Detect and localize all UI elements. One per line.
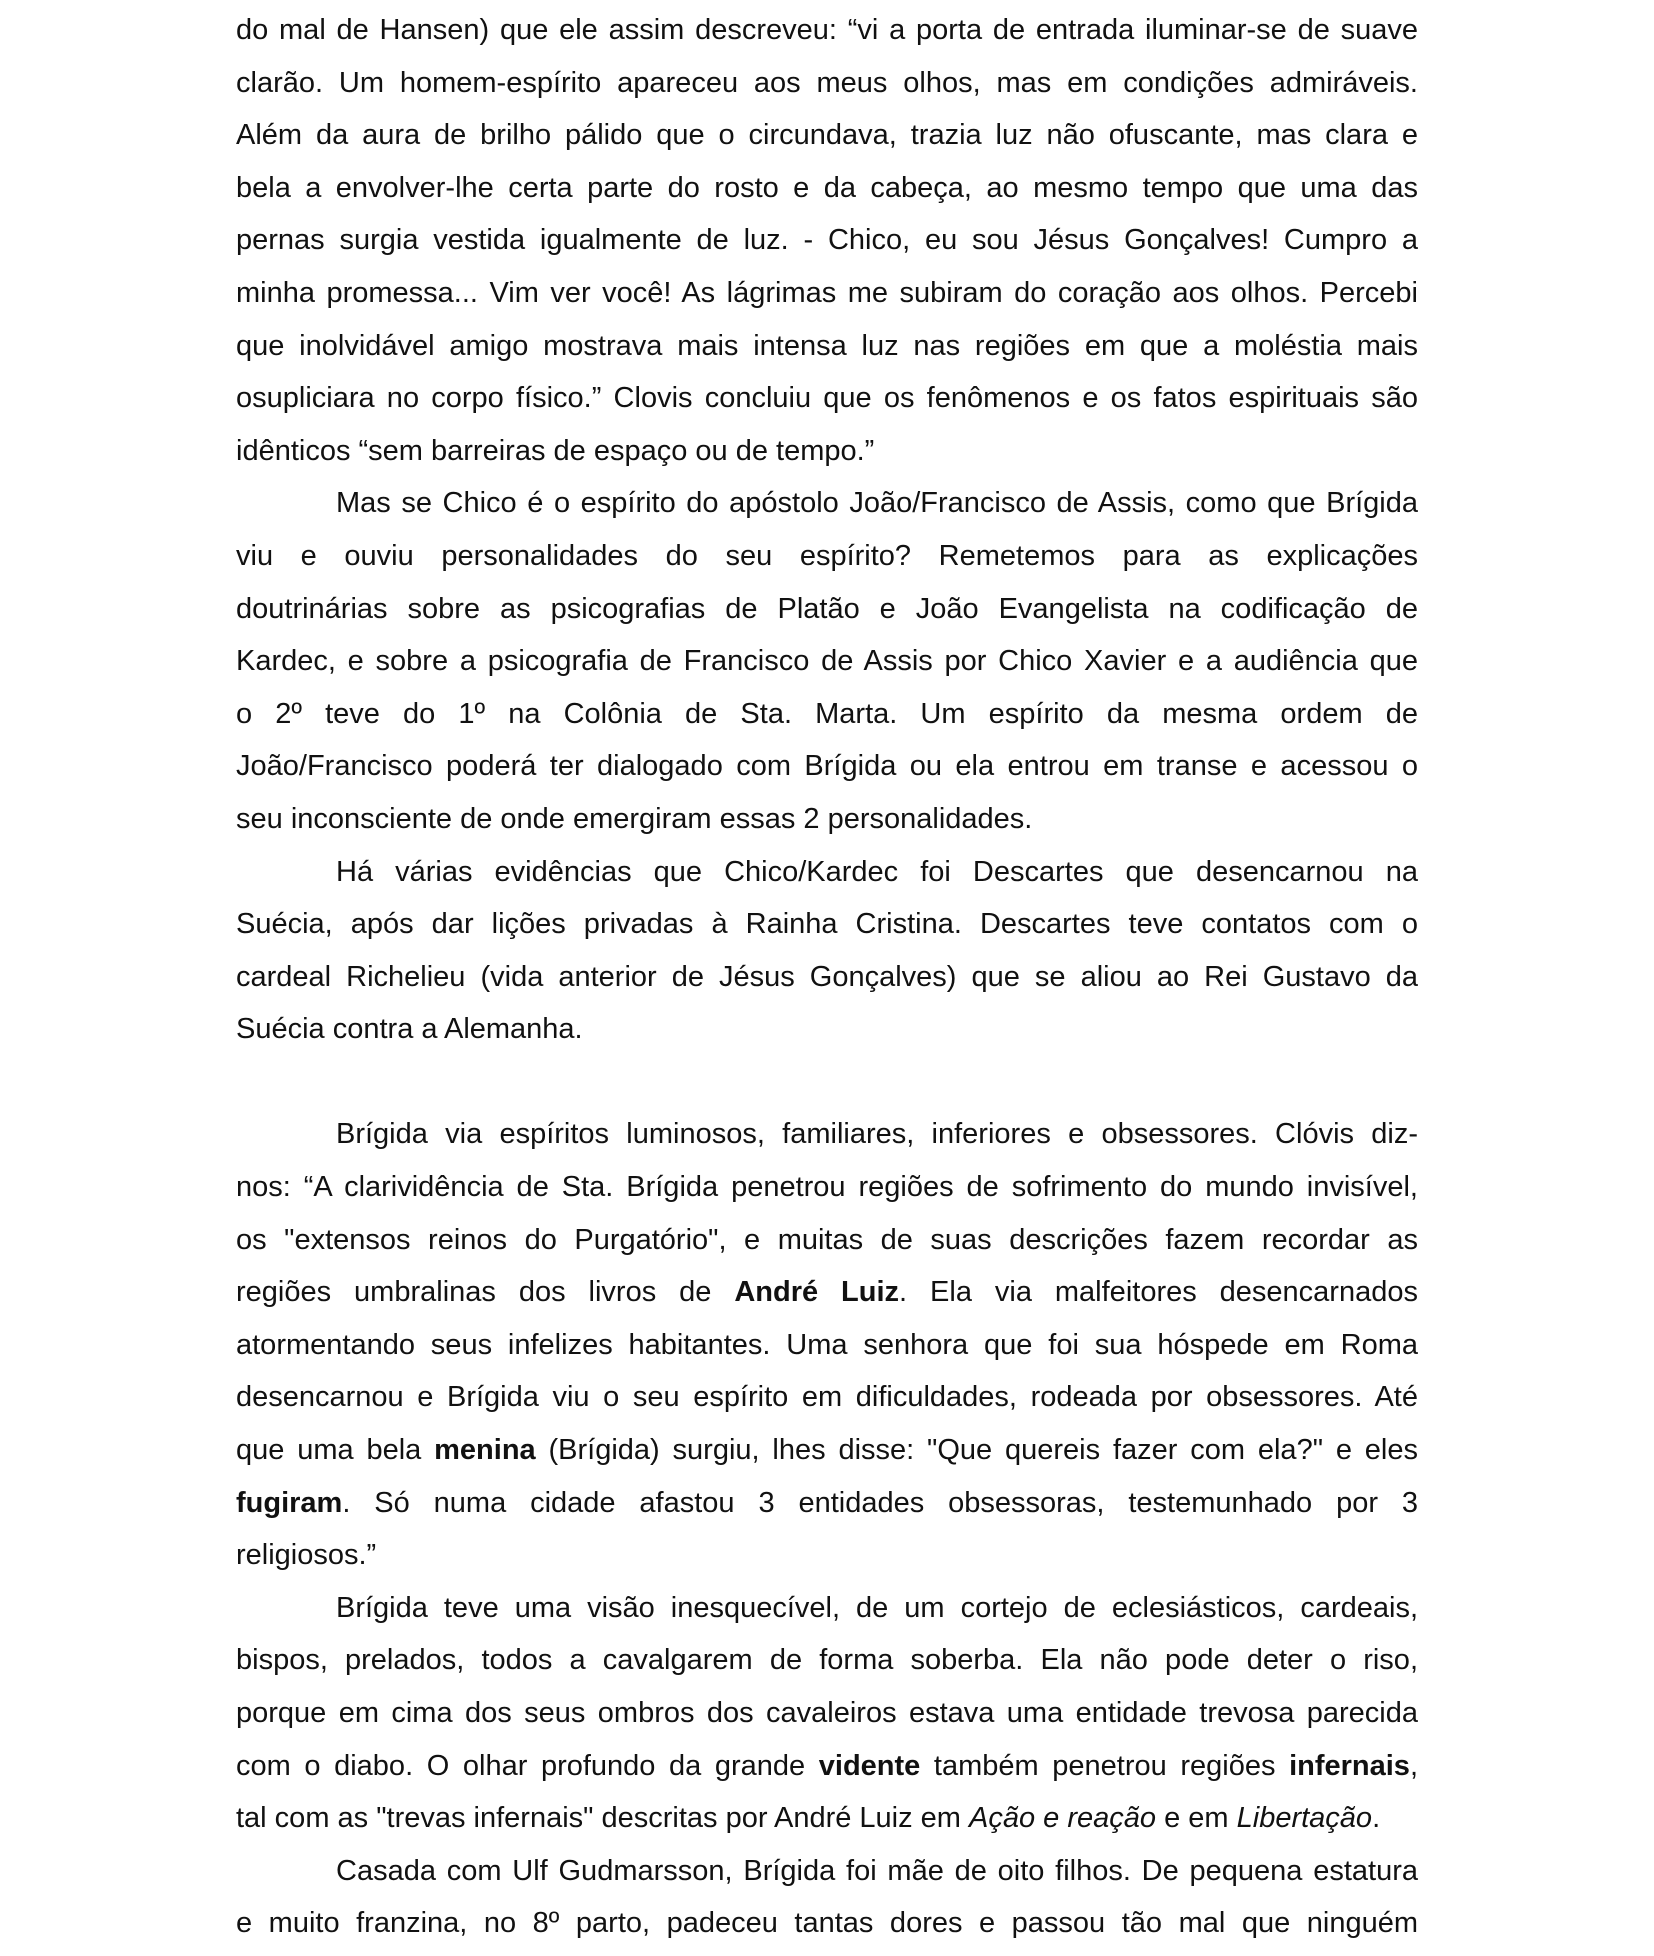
text-line	[236, 1582, 1418, 1635]
paragraph-gap	[236, 1056, 1418, 1109]
text-run: Suécia, após dar lições privadas à Rainha Cristina. Descartes teve contatos com o	[236, 908, 1418, 941]
bold-text: vidente	[818, 1749, 921, 1782]
text-line	[236, 477, 1418, 530]
text-line	[236, 372, 1418, 425]
text-line	[236, 214, 1418, 267]
text-run: seu inconsciente de onde emergiram essas 2 personalidades.	[236, 802, 1033, 835]
text-run: Kardec, e sobre a psicografia de Francisco de Assis por Chico Xavier e a audiência que	[236, 645, 1418, 678]
text-run: idênticos “sem barreiras de espaço ou de tempo.”	[236, 434, 875, 467]
text-line	[236, 740, 1418, 793]
text-line	[236, 530, 1418, 583]
text-line	[236, 57, 1418, 110]
text-line	[236, 1424, 1418, 1477]
bold-text: menina	[434, 1434, 536, 1467]
text-run: Suécia contra a Alemanha.	[236, 1013, 583, 1046]
text-line	[236, 1161, 1418, 1214]
bold-text: André Luiz	[734, 1276, 900, 1309]
text-line	[236, 793, 1418, 846]
text-run: religiosos.”	[236, 1539, 377, 1572]
text-run: viu e ouviu personalidades do seu espírito? Remetemos para as explicações	[236, 539, 1418, 572]
text-run: . Ela via malfeitores desencarnados	[899, 1276, 1418, 1309]
text-run: e em	[1156, 1802, 1237, 1835]
text-run: desencarnou e Brígida viu o seu espírito em dificuldades, rodeada por obsessores. Até	[236, 1381, 1418, 1414]
text-run: . Só numa cidade afastou 3 entidades obsessoras, testemunhado por 3	[342, 1486, 1418, 1519]
text-run: João/Francisco poderá ter dialogado com Brígida ou ela entrou em transe e acessou o	[236, 750, 1418, 783]
text-run: atormentando seus infelizes habitantes. Uma senhora que foi sua hóspede em Roma	[236, 1328, 1418, 1361]
text-line	[236, 951, 1418, 1004]
text-run: .	[1372, 1802, 1381, 1835]
text-line	[236, 162, 1418, 215]
text-run: tal com as "trevas infernais" descritas por André Luiz em	[236, 1802, 970, 1835]
text-run: o 2º teve do 1º na Colônia de Sta. Marta. Um espírito da mesma ordem de	[236, 697, 1418, 730]
text-run: e muito franzina, no 8º parto, padeceu tantas dores e passou tão mal que ninguém	[236, 1907, 1418, 1940]
paragraph	[236, 1108, 1418, 1581]
bold-text: fugiram	[236, 1486, 343, 1519]
text-run: Há várias evidências que Chico/Kardec foi Descartes que desencarnou na	[336, 855, 1418, 888]
paragraph	[236, 477, 1418, 845]
text-run: também penetrou regiões	[920, 1749, 1290, 1782]
text-run: clarão. Um homem-espírito apareceu aos meus olhos, mas em condições admiráveis.	[236, 66, 1418, 99]
text-run: Mas se Chico é o espírito do apóstolo João/Francisco de Assis, como que Brígida	[336, 487, 1418, 520]
bold-text: infernais	[1289, 1749, 1410, 1782]
text-line	[236, 267, 1418, 320]
text-line	[236, 320, 1418, 373]
italic-text: Libertação	[1236, 1802, 1373, 1835]
text-run: Casada com Ulf Gudmarsson, Brígida foi mãe de oito filhos. De pequena estatura	[336, 1854, 1418, 1887]
text-run: com o diabo. O olhar profundo da grande	[236, 1749, 819, 1782]
text-run: os "extensos reinos do Purgatório", e muitas de suas descrições fazem recordar as	[236, 1223, 1418, 1256]
text-run: que inolvidável amigo mostrava mais intensa luz nas regiões em que a moléstia mais	[236, 329, 1418, 362]
text-run: nos: “A clarividência de Sta. Brígida penetrou regiões de sofrimento do mundo invisível,	[236, 1171, 1418, 1204]
text-line	[236, 635, 1418, 688]
paragraph	[236, 1582, 1418, 1845]
text-run: porque em cima dos seus ombros dos cavaleiros estava uma entidade trevosa parecida	[236, 1697, 1418, 1729]
text-line	[236, 1687, 1418, 1740]
text-line	[236, 425, 1418, 478]
text-run: doutrinárias sobre as psicografias de Platão e João Evangelista na codificação de	[236, 592, 1418, 625]
text-run: minha promessa... Vim ver você! As lágrimas me subiram do coração aos olhos. Percebi	[236, 276, 1418, 309]
text-run: bispos, prelados, todos a cavalgarem de forma soberba. Ela não pode deter o riso,	[236, 1644, 1418, 1677]
text-line	[236, 1319, 1418, 1372]
text-run: pernas surgia vestida igualmente de luz. - Chico, eu sou Jésus Gonçalves! Cumpro a	[236, 224, 1418, 257]
text-run: Brígida teve uma visão inesquecível, de um cortejo de eclesiásticos, cardeais,	[336, 1591, 1418, 1624]
paragraph	[236, 846, 1418, 1056]
text-line	[236, 1266, 1418, 1319]
text-line	[236, 1003, 1418, 1056]
text-run: regiões umbralinas dos livros de	[236, 1276, 735, 1309]
text-line	[236, 1477, 1418, 1530]
text-line	[236, 1371, 1418, 1424]
text-run: ,	[1409, 1749, 1418, 1782]
text-line	[236, 1845, 1418, 1898]
text-line	[236, 583, 1418, 636]
text-run: Além da aura de brilho pálido que o circundava, trazia luz não ofuscante, mas clara e	[236, 119, 1418, 152]
paragraph	[236, 1845, 1418, 1950]
text-line	[236, 1108, 1418, 1161]
text-run: cardeal Richelieu (vida anterior de Jésus Gonçalves) que se aliou ao Rei Gustavo da	[236, 960, 1418, 993]
text-run: bela a envolver-lhe certa parte do rosto e da cabeça, ao mesmo tempo que uma das	[236, 171, 1418, 204]
text-line	[236, 1634, 1418, 1687]
text-line	[236, 1897, 1418, 1950]
text-line	[236, 1529, 1418, 1582]
document-body	[236, 4, 1418, 1950]
text-run: osupliciara no corpo físico.” Clovis concluiu que os fenômenos e os fatos espirituais são	[236, 382, 1418, 415]
text-run: do mal de Hansen) que ele assim descreveu: “vi a porta de entrada iluminar-se de suave	[236, 14, 1418, 46]
text-line	[236, 1792, 1418, 1845]
paragraph	[236, 4, 1418, 477]
text-line	[236, 688, 1418, 741]
text-line	[236, 4, 1418, 57]
text-line	[236, 898, 1418, 951]
text-line	[236, 1740, 1418, 1793]
text-run: (Brígida) surgiu, lhes disse: "Que quereis fazer com ela?" e eles	[535, 1434, 1418, 1467]
text-run: que uma bela	[236, 1434, 435, 1467]
text-line	[236, 1214, 1418, 1267]
italic-text: Ação e reação	[969, 1802, 1157, 1835]
text-run: Brígida via espíritos luminosos, familiares, inferiores e obsessores. Clóvis diz-	[336, 1118, 1418, 1151]
text-line	[236, 846, 1418, 899]
text-line	[236, 109, 1418, 162]
